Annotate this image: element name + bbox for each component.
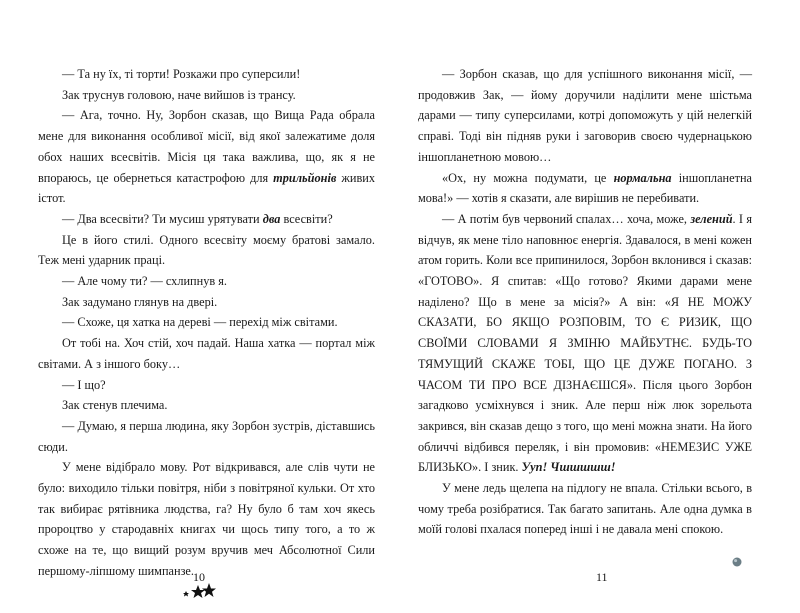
paragraph: [38, 64, 375, 85]
right-page-text: [418, 64, 752, 540]
text-run: У мене відібрало мову. Рот відкривався, але слів чути не було: виходило тільки повітря, ніби з повітряної кульки. От хто так вибирає рятівника людства, га? Ну було б там хоч якесь пророцтво у стародавніх книгах чи щось типу того, а то ж схоже на те, що вищий розум вручив меч Абсолютної Сили першому-ліпшому шимпанзе.: [38, 460, 375, 578]
text-run: — І що?: [62, 377, 106, 392]
text-run: Зак стенув плечима.: [62, 398, 168, 413]
text-run: Зак труснув головою, наче вийшов із трансу.: [62, 87, 296, 102]
paragraph: [38, 271, 375, 292]
paragraph: [38, 457, 375, 581]
left-page-text: [38, 64, 375, 582]
star-icon: [202, 583, 216, 597]
text-run: — Два всесвіти? Ти мусиш урятувати: [62, 211, 263, 226]
paragraph: [38, 85, 375, 106]
paragraph: [38, 209, 375, 230]
paragraph: [38, 230, 375, 271]
paragraph: [418, 64, 752, 168]
emphasized-text: Ууп! Чшшшшш!: [521, 460, 616, 475]
text-run: — Але чому ти? — схлипнув я.: [62, 274, 227, 289]
text-run: всесвіти?: [280, 211, 333, 226]
emphasized-text: нормальна: [613, 170, 672, 185]
stars-icon: [182, 582, 216, 598]
paragraph: [38, 312, 375, 333]
text-run: — Зорбон сказав, що для успішного виконання місії, — продовжив Зак, — йому доручили наділити мене шістьма дарами — типу суперсилами, котрі допоможуть у цій нелегкій справі. Тоді він підняв руки і заговорив своєю чудернацькою іншопланетною мовою…: [418, 67, 752, 164]
paragraph: [38, 395, 375, 416]
text-run: — Та ну їх, ті торти! Розкажи про суперсили!: [62, 67, 301, 81]
orb-icon: [732, 557, 742, 567]
text-run: От тобі на. Хоч стій, хоч падай. Наша хатка — портал між світами. А з іншого боку…: [38, 336, 375, 371]
star-icon: [191, 585, 205, 598]
text-run: Це в його стилі. Одного всесвіту моєму братові замало. Теж мені ударник праці.: [38, 232, 375, 268]
page-number-right: 11: [596, 570, 608, 584]
page-number-left: 10: [193, 570, 205, 584]
text-run: — А потім був червоний спалах… хоча, може,: [442, 211, 691, 226]
paragraph: [38, 105, 375, 209]
text-run: Зак задумано глянув на двері.: [62, 294, 218, 309]
text-run: живих істот.: [38, 170, 376, 206]
text-run: «Ох, ну можна подумати, це: [442, 170, 614, 185]
text-run: іншопланетна мова!» — хотів я сказати, але вирішив не перебивати.: [418, 170, 752, 206]
emphasized-text: зелений: [690, 211, 733, 226]
text-run: У мене ледь щелепа на підлогу не впала. Стільки всього, в чому треба розібратися. Так багато запитань. Але одна думка в моїй голові пхалася поперед інші і не давала мені спокою.: [418, 481, 752, 537]
text-run: — Думаю, я перша людина, яку Зорбон зустрів, діставшись сюди.: [38, 418, 375, 454]
paragraph: [38, 416, 375, 457]
paragraph: [38, 333, 375, 374]
small-star-icon: [183, 591, 189, 597]
paragraph: [38, 292, 375, 313]
text-run: . І я відчув, як мене тіло наповнює енергія. Здавалося, в мені кожен атом горить. Коли все припинилося, Зорбон вклонився і сказав: «ГОТОВО». Я спитав: «Що готово? Якими дарами мене наділено? Що в мене за місія?» А він: «Я НЕ МОЖУ СКАЗАТИ, БО ЯКЩО РОЗПОВІМ, ТО Є РИЗИК, ЩО СВОЇМИ СЛОВАМИ Я ЗМІНЮ МАЙБУТНЄ. БУДЬ-ТО ТЯМУЩИЙ СКАЖЕ ТОБІ, ЩО ЦЕ ДУЖЕ ПОГАНО. З ЧАСОМ ТИ ПРО ВСЕ ДІЗНАЄШСЯ». Після цього Зорбон загадково усміхнувся і зник. Але перш ніж люк зорельота закрився, він сказав дещо з того, що мені можна знати. На його обличчі відбився переляк, і він промовив: «НЕМЕЗИС УЖЕ БЛИЗЬКО». І зник.: [418, 211, 752, 475]
paragraph: [418, 168, 752, 209]
paragraph: [418, 209, 752, 478]
text-run: — Ага, точно. Ну, Зорбон сказав, що Вища Рада обрала мене для виконання особливої місії, від якої залежатиме доля обох наших всесвітів. Місія ця така важлива, що, як я не впораюсь, це обернеться катастрофою для: [38, 108, 375, 185]
text-run: — Схоже, ця хатка на дереві — перехід між світами.: [62, 315, 338, 330]
paragraph: [38, 375, 375, 396]
paragraph: [418, 478, 752, 540]
emphasized-text: два: [262, 211, 281, 226]
emphasized-text: трильйонів: [273, 170, 337, 185]
